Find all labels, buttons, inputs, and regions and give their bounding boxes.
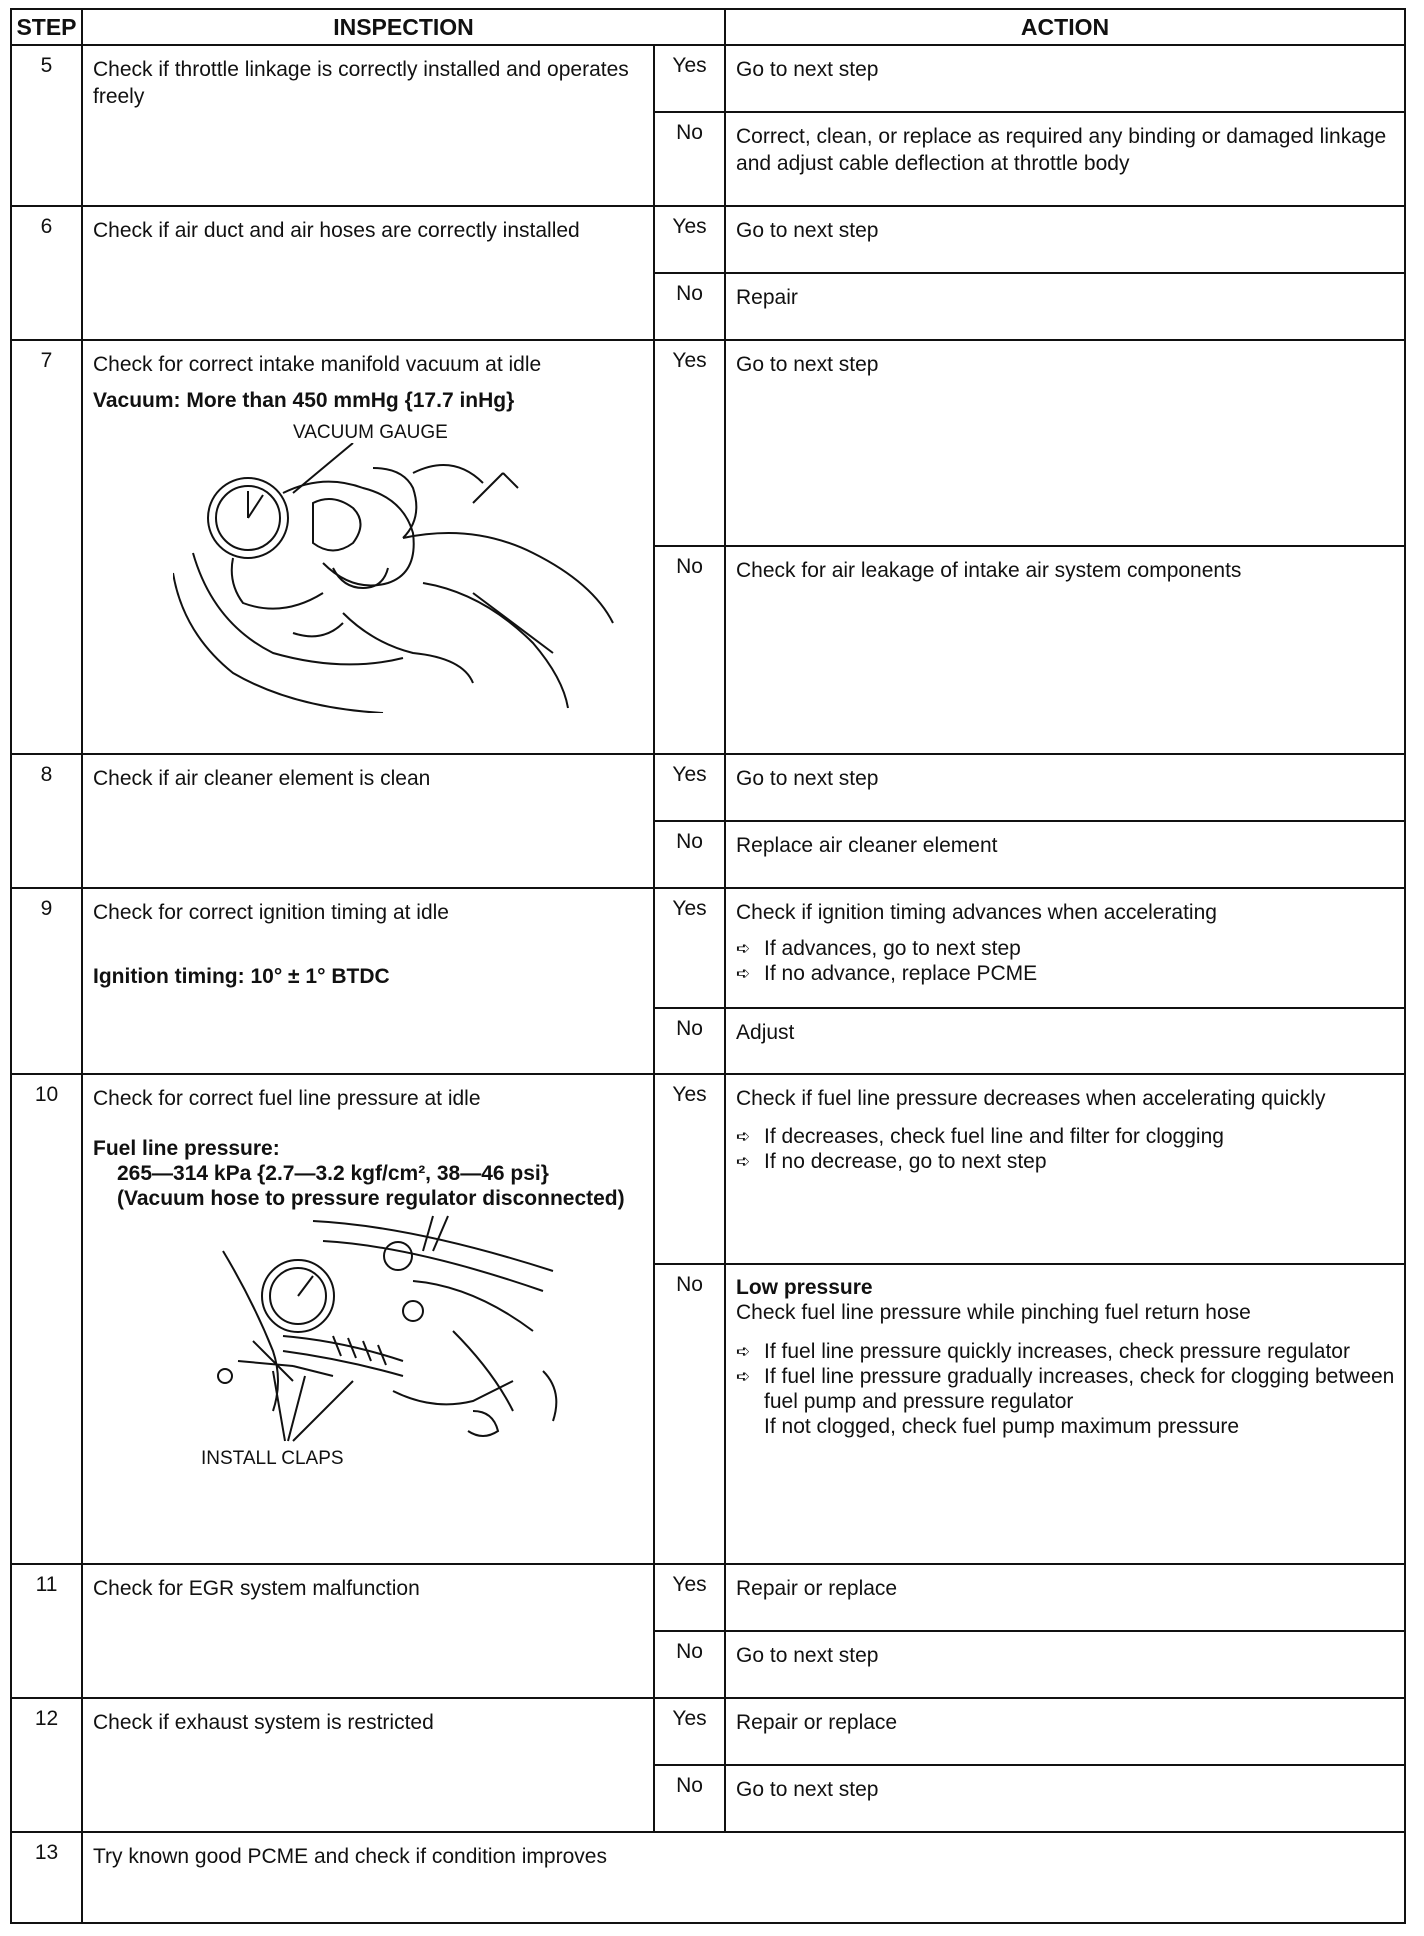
yes-action-cell [725,1074,1405,1264]
step-number: 8 [11,754,82,888]
no-action: Replace air cleaner element [725,821,1405,888]
header-row [11,9,1405,45]
step-number: 9 [11,888,82,1074]
no-action-cell [725,1264,1405,1564]
yes-action: Repair or replace [725,1698,1405,1765]
arrow-icon: ➪ [736,964,751,983]
bullet: ➪ If no decrease, go to next step [736,1150,1047,1173]
no-action: Check for air leakage of intake air system components [725,546,1405,754]
arrow-icon: ➪ [736,1152,751,1171]
yes-label: Yes [654,1698,725,1765]
no-action: Correct, clean, or replace as required any binding or damaged linkage and adjust cable deflection at throttle body [725,112,1405,206]
step-number: 11 [11,1564,82,1698]
step-number: 10 [11,1074,82,1564]
arrow-icon: ➪ [736,939,751,958]
fuel-gauge-figure [93,1211,643,1476]
yes-action: Go to next step [725,340,1405,546]
yes-label: Yes [654,1074,725,1264]
no-label: No [654,1631,725,1698]
step-number: 7 [11,340,82,754]
yes-action: Go to next step [725,45,1405,112]
header-step: STEP [11,9,82,45]
yes-action-cell [725,888,1405,1008]
arrow-icon: ➪ [736,1342,751,1361]
bullet: ➪ If decreases, check fuel line and filter for clogging [736,1125,1224,1148]
yes-label: Yes [654,206,725,273]
step-number: 12 [11,1698,82,1832]
figure-label: INSTALL CLAPS [201,1448,344,1469]
step-row-yes [11,45,1405,112]
inspection-text: Check if exhaust system is restricted [82,1698,654,1832]
yes-label: Yes [654,888,725,1008]
inspection-text: Check if air duct and air hoses are correctly installed [82,206,654,340]
header-action: ACTION [725,9,1405,45]
vacuum-gauge-illustration [173,443,633,713]
inspection-text: Check for correct fuel line pressure at idle [93,1087,481,1110]
no-label: No [654,112,725,206]
fuel-gauge-illustration [213,1211,613,1446]
no-action: Check fuel line pressure while pinching fuel return hose [736,1301,1251,1324]
step-row-yes [11,1698,1405,1765]
spec-ignition-timing: Ignition timing: 10° ± 1° BTDC [93,965,390,988]
yes-label: Yes [654,1564,725,1631]
inspection-cell [82,1832,1405,1923]
step-row-yes [11,206,1405,273]
spec-vacuum: Vacuum: More than 450 mmHg {17.7 inHg} [93,389,515,412]
no-label: No [654,821,725,888]
spec-fuel-pressure: Fuel line pressure: 265—314 kPa {2.7—3.2 kgf/cm², 38—46 psi} (Vacuum hose to pressure regulator disconnected) [93,1137,625,1210]
step-row [11,1832,1405,1923]
no-tail: If not clogged, check fuel pump maximum pressure [764,1415,1240,1438]
yes-action: Go to next step [725,206,1405,273]
step-row-yes [11,1074,1405,1264]
yes-action: Repair or replace [725,1564,1405,1631]
step-row-yes [11,888,1405,1008]
yes-label: Yes [654,754,725,821]
no-action: Go to next step [725,1765,1405,1832]
no-label: No [654,546,725,754]
step-row-yes [11,340,1405,546]
inspection-cell [82,888,654,1074]
bullet: ➪ If no advance, replace PCME [736,962,1038,985]
vacuum-gauge-figure [93,413,643,708]
bullet: ➪ If fuel line pressure gradually increases, check for clogging between fuel pump and pressure regulator [736,1365,1395,1413]
inspection-text: Check if throttle linkage is correctly installed and operates freely [82,45,654,206]
inspection-table [10,8,1406,1924]
inspection-cell [82,1074,654,1564]
inspection-text: Try known good PCME and check if condition improves [93,1845,607,1868]
no-label: No [654,1264,725,1564]
inspection-text: Check for EGR system malfunction [82,1564,654,1698]
step-number: 13 [11,1832,82,1923]
bullet: ➪ If advances, go to next step [736,937,1021,960]
no-action: Repair [725,273,1405,340]
yes-action: Check if ignition timing advances when accelerating [736,901,1217,924]
step-row-yes [11,754,1405,821]
yes-action: Check if fuel line pressure decreases when accelerating quickly [736,1087,1326,1110]
step-row-yes [11,1564,1405,1631]
no-title: Low pressure [736,1276,873,1299]
arrow-icon: ➪ [736,1127,751,1146]
step-number: 5 [11,45,82,206]
no-action: Go to next step [725,1631,1405,1698]
yes-action: Go to next step [725,754,1405,821]
no-label: No [654,1008,725,1074]
inspection-cell [82,340,654,754]
inspection-text: Check for correct ignition timing at idle [93,901,449,924]
inspection-text: Check for correct intake manifold vacuum at idle [93,353,542,376]
no-action: Adjust [725,1008,1405,1074]
inspection-text: Check if air cleaner element is clean [82,754,654,888]
yes-label: Yes [654,340,725,546]
yes-label: Yes [654,45,725,112]
bullet: ➪ If fuel line pressure quickly increases, check pressure regulator [736,1340,1350,1363]
step-number: 6 [11,206,82,340]
no-label: No [654,273,725,340]
header-inspection: INSPECTION [82,9,725,45]
figure-label: VACUUM GAUGE [293,422,448,443]
no-label: No [654,1765,725,1832]
arrow-icon: ➪ [736,1367,751,1386]
